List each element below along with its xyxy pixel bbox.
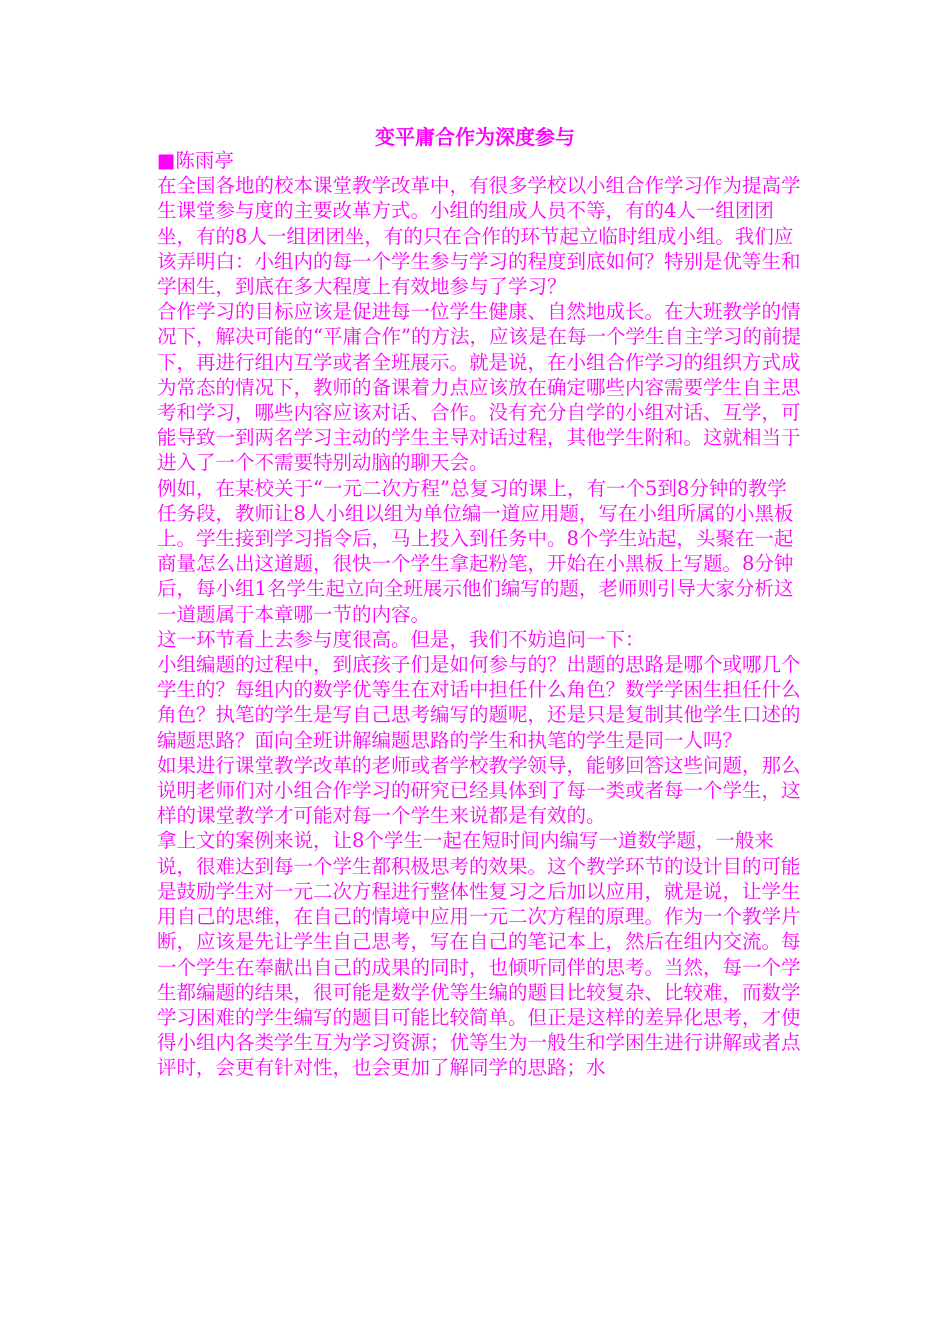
paragraph-5: 小组编题的过程中，到底孩子们是如何参与的？出题的思路是哪个或哪几个学生的？每组内的数学优等生在对话中担任什么角色？数学学困生担任什么角色？执笔的学生是写自己思考编写的题呢，还是只是复制其他学生口述的编题思路？面向全班讲解编题思路的学生和执笔的学生是同一人吗？ — [157, 653, 801, 752]
paragraph-2: 合作学习的目标应该是促进每一位学生健康、自然地成长。在大班教学的情况下，解决可能的“平庸合作”的方法，应该是在每一个学生自主学习的前提下，再进行组内互学或者全班展示。就是说，在小组合作学习的组织方式成为常态的情况下，教师的备课着力点应该放在确定哪些内容需要学生自主思考和学习，哪些内容应该对话、合作。没有充分自学的小组对话、互学，可能导致一到两名学习主动的学生主导对话过程，其他学生附和。这就相当于进入了一个不需要特别动脑的聊天会。 — [157, 300, 801, 475]
paragraph-1: 在全国各地的校本课堂教学改革中，有很多学校以小组合作学习作为提高学生课堂参与度的主要改革方式。小组的组成人员不等，有的4人一组团团坐，有的8人一组团团坐，有的只在合作的环节起立临时组成小组。我们应该弄明白：小组内的每一个学生参与学习的程度到底如何？特别是优等生和学困生，到底在多大程度上有效地参与了学习？ — [157, 174, 801, 299]
article-title: 变平庸合作为深度参与 — [375, 125, 575, 149]
author-line: ■陈雨亭 — [157, 149, 234, 172]
paragraph-4: 这一环节看上去参与度很高。但是，我们不妨追问一下： — [157, 627, 645, 651]
paragraph-7: 拿上文的案例来说，让8个学生一起在短时间内编写一道数学题，一般来说，很难达到每一个学生都积极思考的效果。这个教学环节的设计目的可能是鼓励学生对一元二次方程进行整体性复习之后加以应用，就是说，让学生用自己的思维，在自己的情境中应用一元二次方程的原理。作为一个教学片断，应该是先让学生自己思考，写在自己的笔记本上，然后在组内交流。每一个学生在奉献出自己的成果的同时，也倾听同伴的思考。当然，每一个学生都编题的结果，很可能是数学优等生编的题目比较复杂、比较难，而数学学习困难的学生编写的题目可能比较简单。但正是这样的差异化思考，才使得小组内各类学生互为学习资源；优等生为一般生和学困生进行讲解或者点评时，会更有针对性，也会更加了解同学的思路；水 — [157, 829, 801, 1080]
article-body — [157, 148, 802, 1081]
paragraph-6: 如果进行课堂教学改革的老师或者学校教学领导，能够回答这些问题，那么说明老师们对小组合作学习的研究已经具体到了每一类或者每一个学生，这样的课堂教学才可能对每一个学生来说都是有效的。 — [157, 753, 801, 828]
paragraph-3: 例如，在某校关于“一元二次方程”总复习的课上，有一个5到8分钟的教学任务段，教师让8人小组以组为单位编一道应用题，写在小组所属的小黑板上。学生接到学习指令后，马上投入到任务中。8个学生站起，头聚在一起商量怎么出这道题，很快一个学生拿起粉笔，开始在小黑板上写题。8分钟后，每小组1名学生起立向全班展示他们编写的题，老师则引导大家分析这一道题属于本章哪一节的内容。 — [157, 476, 794, 626]
